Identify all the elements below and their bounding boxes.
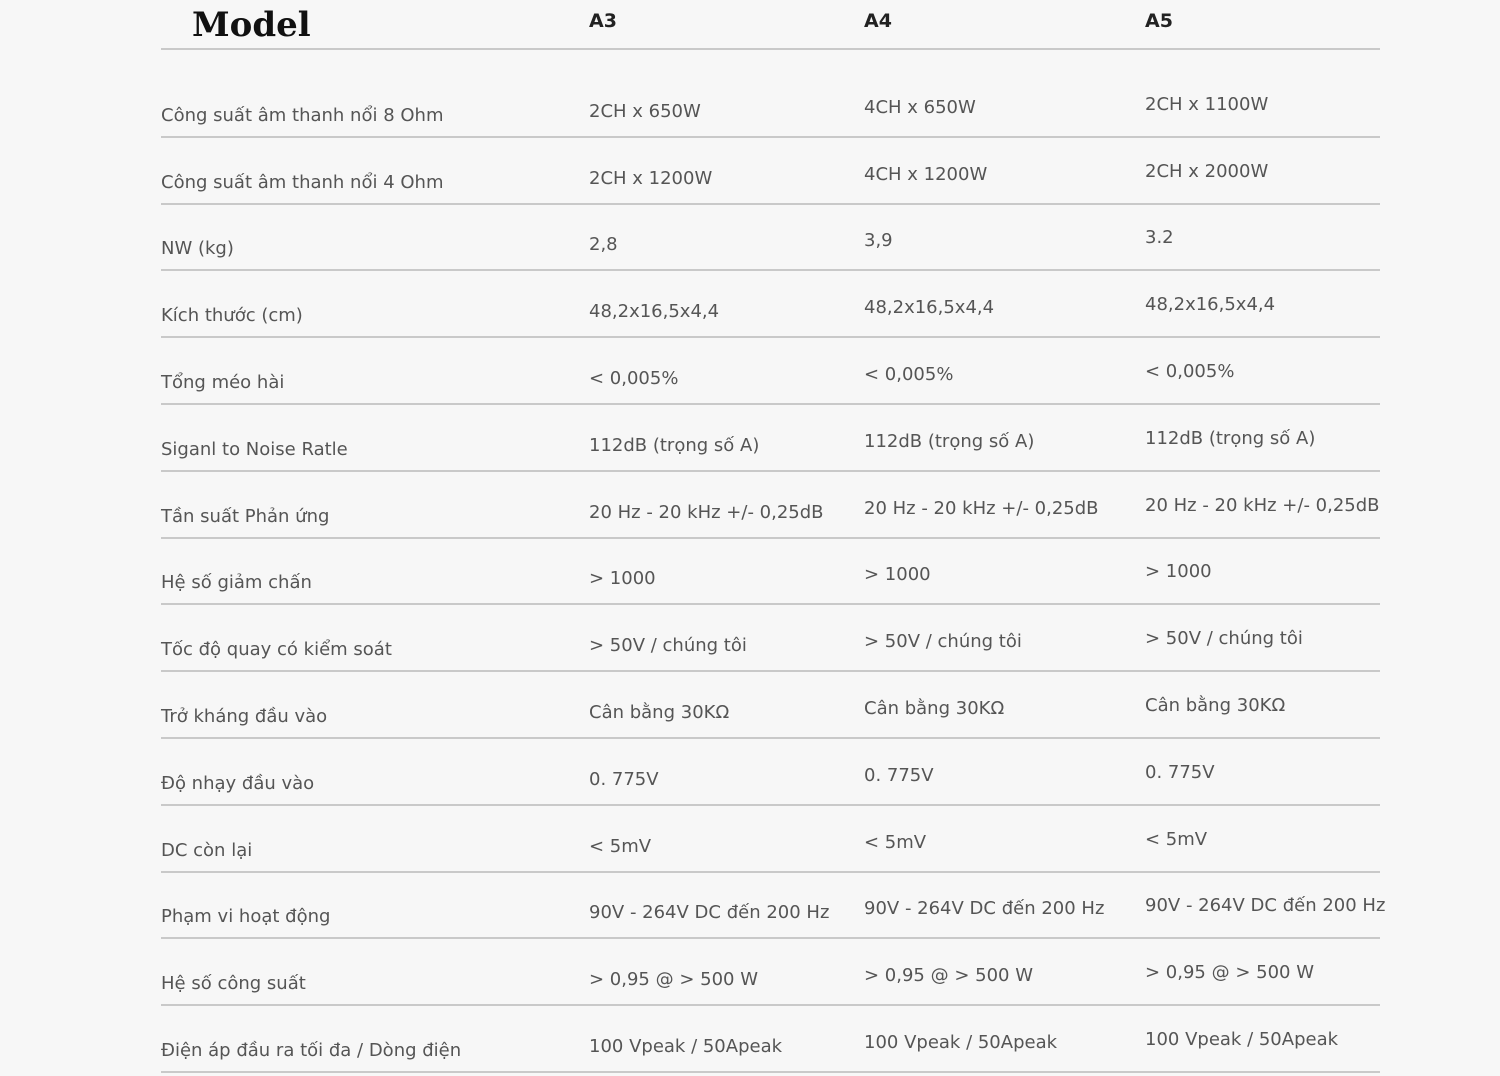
spec-rows [161,71,1386,1073]
cell-a5: 0. 775V [1145,761,1215,783]
cell-a3: 100 Vpeak / 50Apeak [589,1035,783,1057]
cell-a4: 3,9 [864,230,893,252]
column-header-a4: A4 [864,10,892,32]
column-header-a5: A5 [1145,10,1173,32]
table-row [161,71,1380,138]
cell-a5: 48,2x16,5x4,4 [1145,294,1276,316]
row-label: Kích thước (cm) [161,305,303,327]
row-label: Tổng méo hài [161,371,285,393]
cell-a4: < 5mV [864,831,927,853]
table-row [161,605,1380,672]
table-row [161,806,1380,873]
cell-a3: 2,8 [589,234,618,256]
table-row [161,939,1380,1006]
table-header [161,0,1380,50]
cell-a5: > 1000 [1145,561,1212,583]
cell-a4: 4CH x 650W [864,96,976,118]
row-label: Hệ số giảm chấn [161,572,312,594]
table-row [161,405,1380,472]
table-row [161,338,1380,405]
cell-a3: 0. 775V [589,768,659,790]
cell-a3: 2CH x 1200W [589,167,713,189]
cell-a5: > 0,95 @ > 500 W [1145,962,1315,984]
row-label: Công suất âm thanh nổi 8 Ohm [161,104,444,126]
table-row [161,739,1380,806]
table-row [161,271,1380,338]
cell-a5: > 50V / chúng tôi [1145,628,1303,650]
cell-a4: 0. 775V [864,764,934,786]
cell-a3: 90V - 264V DC đến 200 Hz [589,902,830,924]
row-label: DC còn lại [161,839,253,861]
row-label: Tần suất Phản ứng [161,505,330,527]
cell-a5: 3.2 [1145,227,1174,249]
cell-a5: 90V - 264V DC đến 200 Hz [1145,895,1386,917]
cell-a3: 112dB (trọng số A) [589,434,760,456]
row-label: Siganl to Noise Ratle [161,438,348,460]
cell-a5: < 0,005% [1145,360,1235,382]
cell-a4: > 1000 [864,564,931,586]
spec-table [161,0,1386,1073]
row-label: Phạm vi hoạt động [161,906,331,928]
cell-a3: 48,2x16,5x4,4 [589,301,720,323]
row-label: NW (kg) [161,238,234,260]
row-label: Độ nhạy đầu vào [161,772,315,794]
cell-a3: 20 Hz - 20 kHz +/- 0,25dB [589,501,824,523]
cell-a5: 2CH x 1100W [1145,93,1269,115]
cell-a3: > 50V / chúng tôi [589,635,747,657]
table-row [161,472,1380,539]
table-row [161,205,1380,272]
cell-a5: Cân bằng 30KΩ [1145,694,1286,716]
cell-a3: > 1000 [589,568,656,590]
cell-a4: Cân bằng 30KΩ [864,697,1005,719]
cell-a3: < 5mV [589,835,652,857]
table-row [161,138,1380,205]
model-heading: Model [192,5,311,45]
row-label: Hệ số công suất [161,973,306,995]
cell-a5: 2CH x 2000W [1145,160,1269,182]
cell-a4: 20 Hz - 20 kHz +/- 0,25dB [864,497,1099,519]
cell-a4: 112dB (trọng số A) [864,430,1035,452]
row-label: Tốc độ quay có kiểm soát [161,639,392,661]
cell-a3: Cân bằng 30KΩ [589,701,730,723]
cell-a5: 112dB (trọng số A) [1145,427,1316,449]
row-label: Điện áp đầu ra tối đa / Dòng điện [161,1039,462,1061]
cell-a3: < 0,005% [589,367,679,389]
cell-a4: > 50V / chúng tôi [864,631,1022,653]
table-row [161,873,1386,940]
cell-a3: > 0,95 @ > 500 W [589,969,759,991]
cell-a5: < 5mV [1145,828,1208,850]
row-label: Công suất âm thanh nổi 4 Ohm [161,171,444,193]
cell-a5: 100 Vpeak / 50Apeak [1145,1028,1339,1050]
column-header-a3: A3 [589,10,617,32]
table-row [161,1006,1380,1073]
cell-a5: 20 Hz - 20 kHz +/- 0,25dB [1145,494,1380,516]
cell-a4: > 0,95 @ > 500 W [864,965,1034,987]
table-row [161,672,1380,739]
cell-a4: < 0,005% [864,363,954,385]
cell-a4: 4CH x 1200W [864,163,988,185]
cell-a3: 2CH x 650W [589,100,701,122]
cell-a4: 48,2x16,5x4,4 [864,297,995,319]
row-label: Trở kháng đầu vào [161,705,328,727]
table-row [161,539,1380,606]
cell-a4: 90V - 264V DC đến 200 Hz [864,898,1105,920]
cell-a4: 100 Vpeak / 50Apeak [864,1031,1058,1053]
